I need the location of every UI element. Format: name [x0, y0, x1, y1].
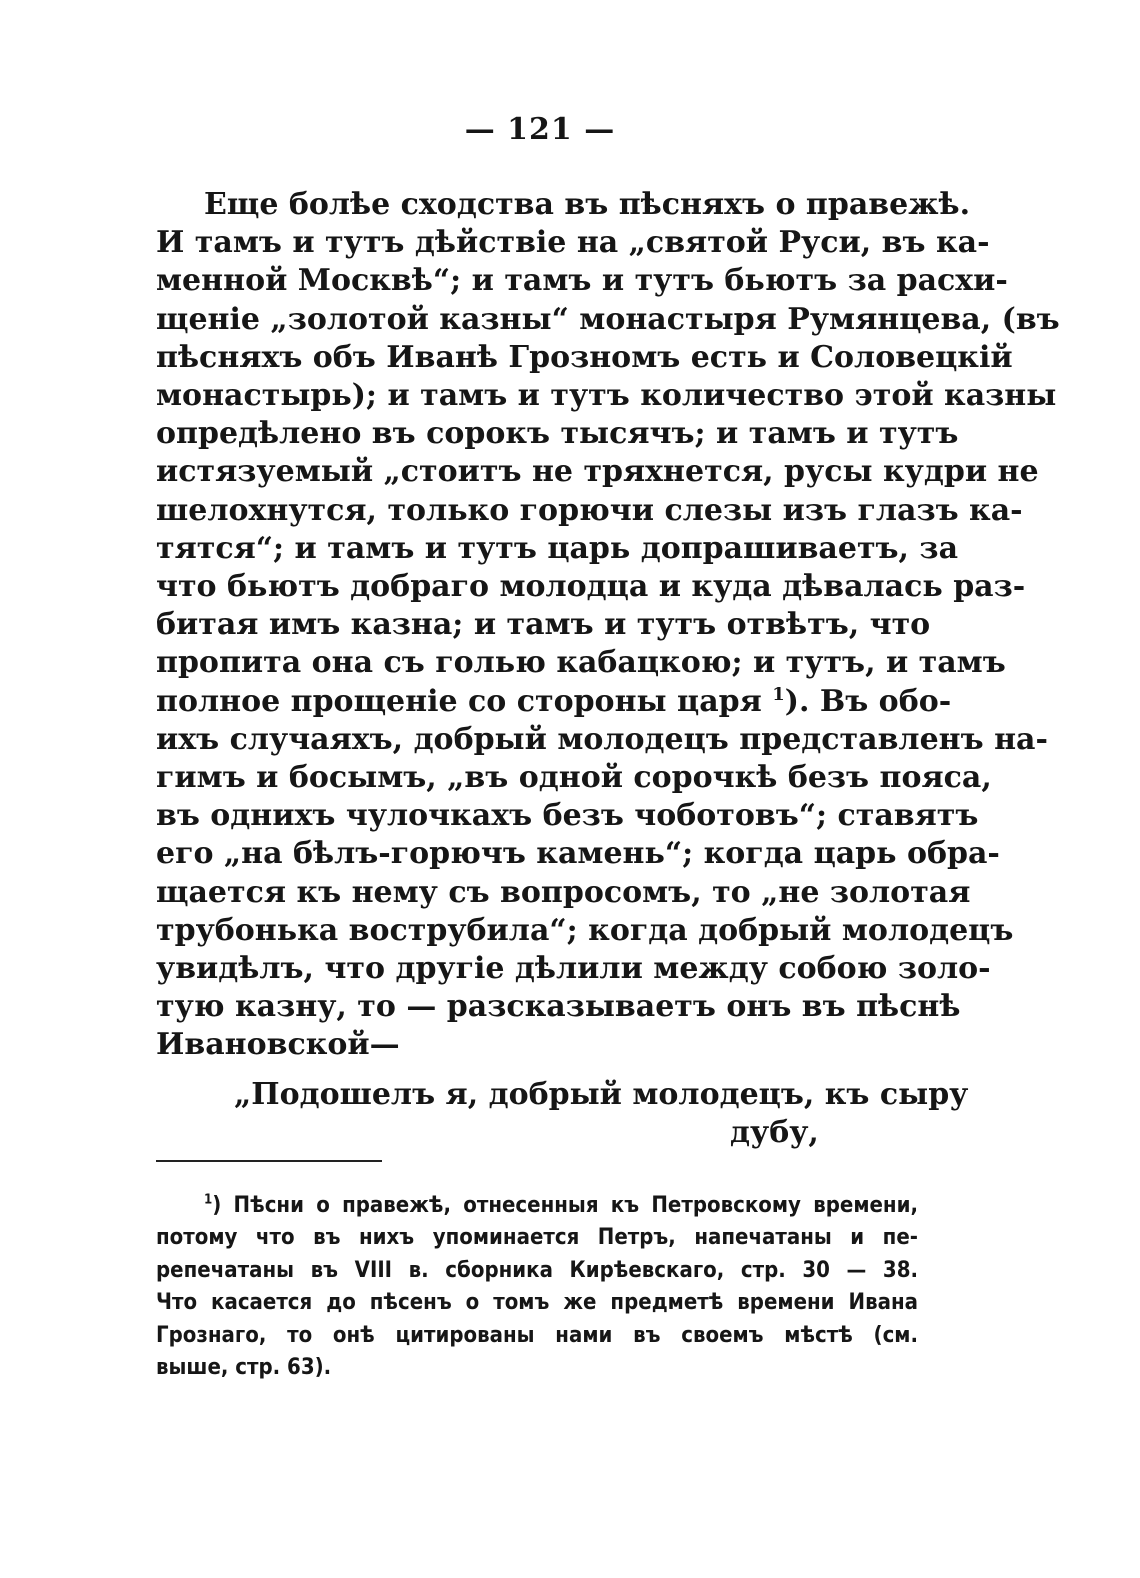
text-line-head: полное прощеніе со стороны царя [156, 683, 762, 719]
text-line: тую казну, то — разсказываетъ онъ въ пѣснѣ [156, 989, 961, 1025]
text-line: ихъ случаяхъ, добрый молодецъ представленъ на- [156, 721, 1048, 757]
text-line: его „на бѣлъ-горючъ камень“; когда царь обра- [156, 836, 1000, 872]
footnote-line [156, 1190, 918, 1222]
text-line: увидѣлъ, что другіе дѣлили между собою золо- [156, 951, 991, 987]
main-text [156, 186, 1060, 1065]
verse-line-1: „Подошелъ я, добрый молодецъ, къ сыру [234, 1077, 969, 1112]
footnote-line: репечатаны въ VIII в. сборника Кирѣевскаго, стр. 30 — 38. [156, 1257, 918, 1283]
footnote-line: Грознаго, то онѣ цитированы нами въ своемъ мѣстѣ (см. [156, 1322, 918, 1348]
text-line: менной Москвѣ“; и тамъ и тутъ бьютъ за расхи- [156, 263, 1008, 299]
text-line: гимъ и босымъ, „въ одной сорочкѣ безъ пояса, [156, 760, 992, 796]
verse-line-2: дубу, [730, 1115, 819, 1150]
text-line: И тамъ и тутъ дѣйствіе на „святой Руси, въ ка- [156, 225, 990, 261]
footnote-block [156, 1190, 918, 1384]
text-line: щеніе „золотой казны“ монастыря Румянцева, (въ [156, 301, 1060, 337]
text-line-with-footnote-ref [156, 683, 952, 721]
footnote-marker: 1 [204, 1192, 213, 1208]
text-line: Еще болѣе сходства въ пѣсняхъ о правежѣ. [204, 187, 971, 222]
text-line: истязуемый „стоитъ не тряхнется, русы кудри не [156, 454, 1039, 490]
text-line: что бьютъ добраго молодца и куда дѣвалась раз- [156, 569, 1026, 605]
footnote-divider [156, 1160, 382, 1162]
text-line: битая имъ казна; и тамъ и тутъ отвѣтъ, что [156, 607, 931, 643]
text-line: пропита она съ голью кабацкою; и тутъ, и тамъ [156, 645, 1006, 681]
text-line: Ивановской— [156, 1027, 400, 1063]
footnote-reference: 1 [772, 683, 785, 705]
text-line-tail: ). Въ обо- [784, 683, 952, 719]
footnote-line: Что касается до пѣсенъ о томъ же предметѣ времени Ивана [156, 1290, 918, 1316]
text-line: монастырь); и тамъ и тутъ количество этой казны [156, 378, 1057, 414]
text-line: пѣсняхъ объ Иванѣ Грозномъ есть и Соловецкій [156, 339, 1013, 375]
text-line: въ однихъ чулочкахъ безъ чоботовъ“; ставятъ [156, 798, 979, 834]
page-number: — 121 — [464, 112, 616, 147]
text-line: щается къ нему съ вопросомъ, то „не золотая [156, 874, 971, 910]
footnote-line: потому что въ нихъ упоминается Петръ, напечатаны и пе- [156, 1225, 918, 1251]
text-line: тятся“; и тамъ и тутъ царь допрашиваетъ, за [156, 530, 959, 566]
text-line: шелохнутся, только горючи слезы изъ глазъ ка- [156, 492, 1023, 528]
footnote-line-text: ) Пѣсни о правежѣ, отнесенныя къ Петровскому времени, [212, 1193, 918, 1218]
text-line: трубонька вострубила“; когда добрый молодецъ [156, 912, 1014, 948]
text-line: опредѣлено въ сорокъ тысячъ; и тамъ и тутъ [156, 416, 959, 452]
footnote-line: выше, стр. 63). [156, 1355, 332, 1381]
